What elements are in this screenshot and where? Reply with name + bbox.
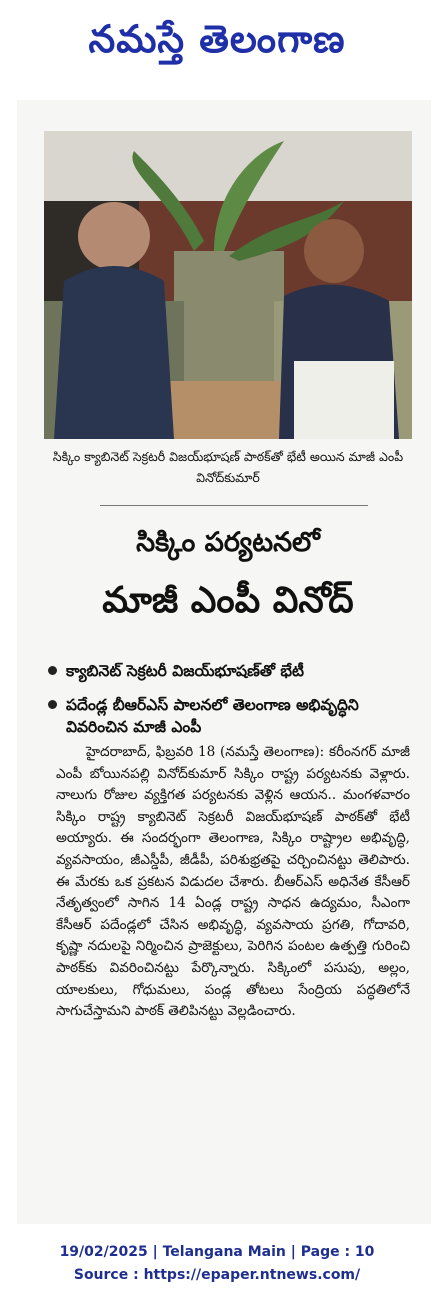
bullet-dot-icon [48,700,57,709]
footer-source[interactable]: Source : https://epaper.ntnews.com/ [73,1267,361,1283]
headline-line-1: సిక్కిం పర్యటనలో [136,527,320,558]
photo-caption: సిక్కిం క్యాబినెట్ సెక్రటరీ విజయ్‌భూషణ్ పాఠక్‌తో భేటీ అయిన మాజీ ఎంపీ వినోద్‌కుమార్ [52,449,404,485]
masthead [0,0,434,88]
headline-line-2: మాజీ ఎంపీ వినోద్ [102,580,354,621]
news-photo [44,131,412,439]
divider [100,505,368,506]
bullet-text: క్యాబినెట్ సెక్రటరీ విజయ్‌భూషణ్‌తో భేటీ [66,662,305,680]
bullet-item [46,694,412,738]
footer-edition-info: 19/02/2025 | Telangana Main | Page : 10 [59,1244,375,1260]
masthead-title: నమస్తే తెలంగాణ [88,17,346,61]
bullet-text: పదేండ్ల బీఆర్‌ఎస్ పాలనలో తెలంగాణ అభివృద్ధిని వివరించిన మాజీ ఎంపీ [66,696,359,736]
photo-illustration [44,131,412,439]
highlight-bullets [46,660,412,750]
bullet-item [46,660,412,682]
bullet-dot-icon [48,666,57,675]
article-body: హైదరాబాద్, ఫిబ్రవరి 18 (నమస్తే తెలంగాణ): కరీంనగర్ మాజీ ఎంపీ బోయినపల్లి వినోద్‌కుమార్ సిక్కిం రాష్ట్ర పర్యటనకు వెళ్లారు. నాలుగు రోజుల వ్యక్తిగత పర్యటనకు వెళ్లిన ఆయన.. మంగళవారం సిక్కిం రాష్ట్ర క్యాబినెట్ సెక్రటరీ విజయ్‌భూషణ్ పాఠక్‌తో భేటీ అయ్యారు. ఈ సందర్భంగా తెలంగాణ, సిక్కిం రాష్ట్రాల అభివృద్ధి, వ్యవసాయం, జీఎస్డీపీ, జీడీపీ, పరిశుభ్రతపై చర్చించినట్టు తెలిపారు. ఈ మేరకు ఒక ప్రకటన విడుదల చేశారు. బీఆర్‌ఎస్ అధినేత కేసీఆర్ నేతృత్వంలో సాగిన 14 ఏండ్ల రాష్ట్ర సాధన ఉద్యమం, సీఎంగా కేసీఆర్ పదేండ్లలో చేసిన అభివృద్ధి, వ్యవసాయ ప్రగతి, గోదావరి, కృష్ణా నదులపై నిర్మించిన ప్రాజెక్టులు, పెరిగిన పంటల ఉత్పత్తి గురించి పాఠక్‌కు వివరించినట్టు పేర్కొన్నారు. సిక్కింలో పసుపు, అల్లం, యాలకులు, గోధుమలు, పండ్ల తోటలు సేంద్రియ పద్ధతిలోనే సాగుచేస్తామని పాఠక్ తెలిపినట్టు వెల్లడించారు. [56,744,410,1020]
